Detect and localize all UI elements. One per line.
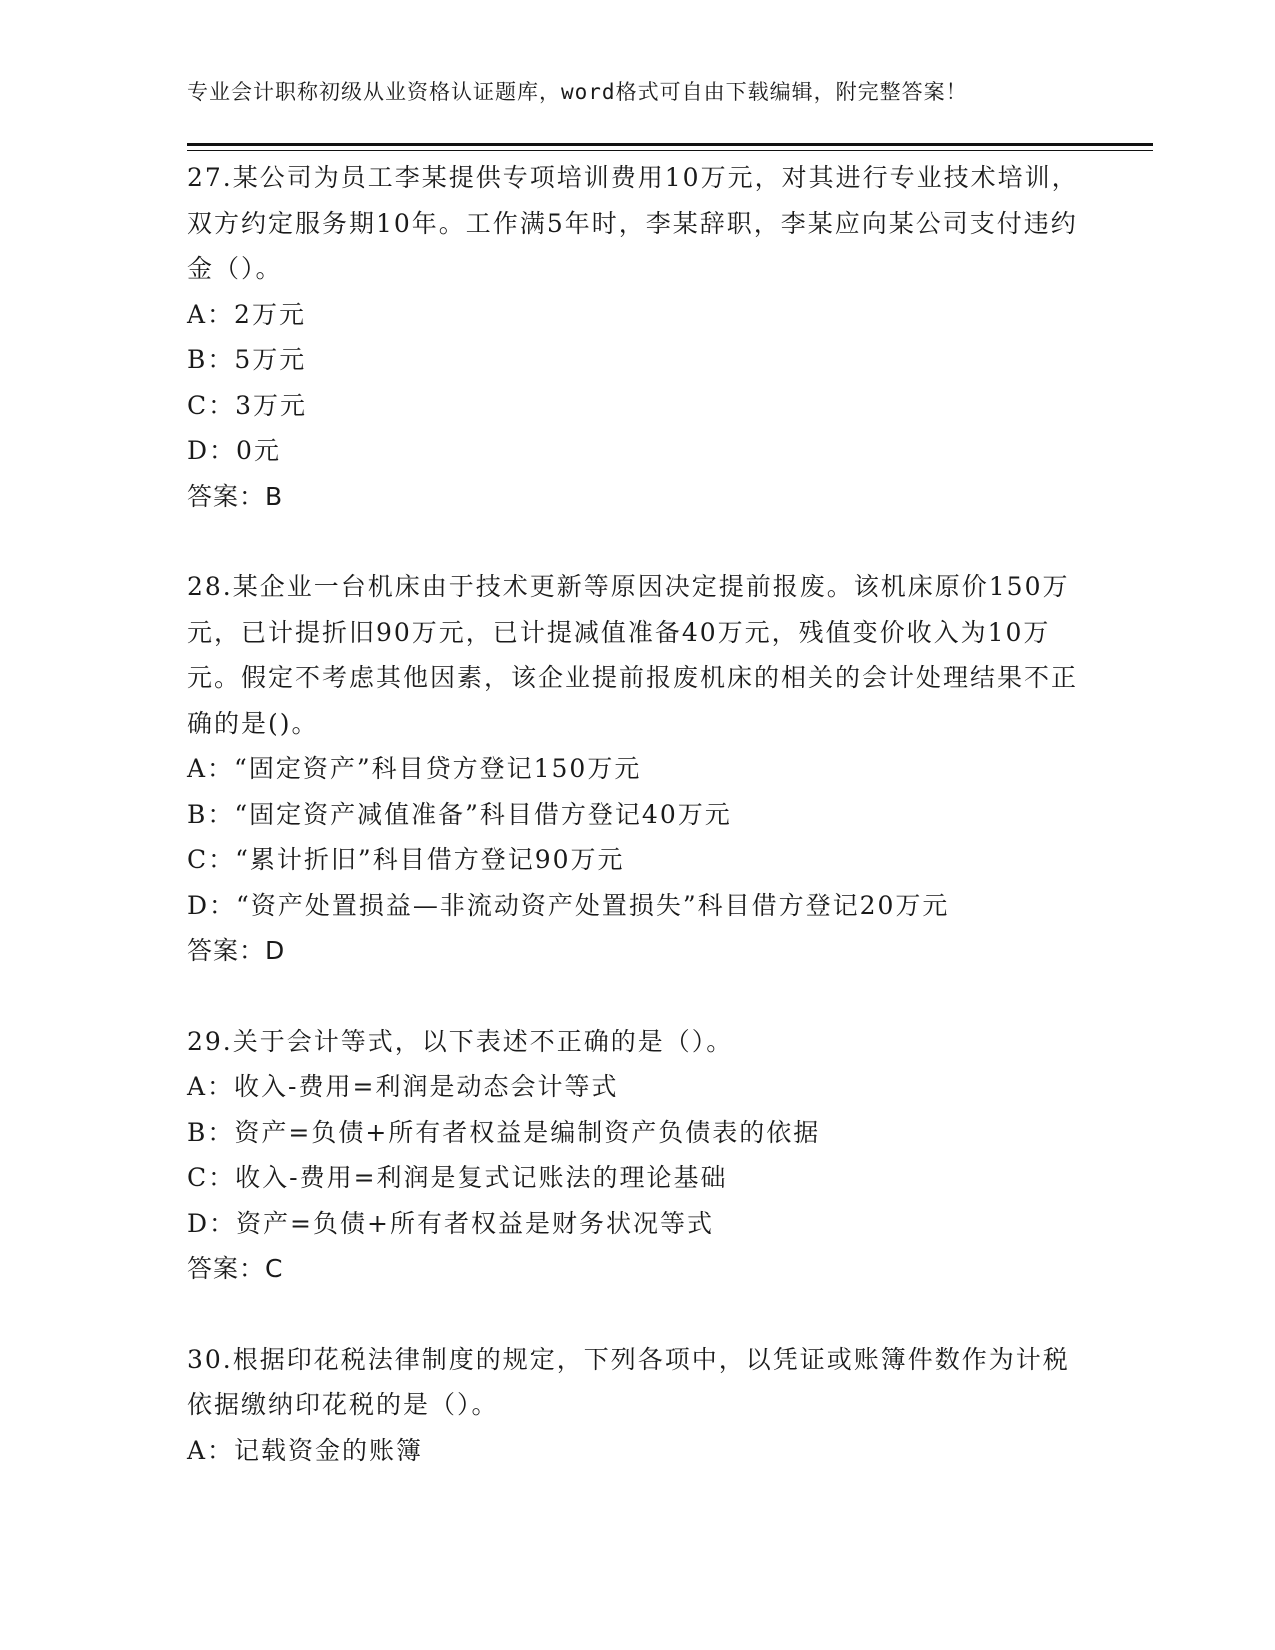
question-29 [187, 1019, 1087, 1292]
option-a: A：“固定资产”科目贷方登记150万元 [187, 754, 642, 783]
header-divider-thin [187, 150, 1153, 151]
question-27 [187, 155, 1087, 519]
option-c: C：“累计折旧”科目借方登记90万元 [187, 845, 625, 874]
question-list [187, 155, 1087, 1473]
option-d: D：“资产处置损益—非流动资产处置损失”科目借方登记20万元 [187, 890, 950, 920]
option-b: B：资产=负债+所有者权益是编制资产负债表的依据 [187, 1117, 821, 1147]
option-a: A：2万元 [187, 299, 306, 329]
answer-label: 答案：B [187, 481, 284, 511]
option-c: C：收入-费用=利润是复式记账法的理论基础 [187, 1163, 728, 1192]
question-stem: 27.某公司为员工李某提供专项培训费用10万元，对其进行专业技术培训，双方约定服务期10年。工作满5年时，李某辞职，李某应向某公司支付违约金（）。 [187, 163, 1079, 283]
option-c: C：3万元 [187, 390, 308, 420]
option-d: D：0元 [187, 436, 281, 465]
option-b: B：5万元 [187, 345, 307, 374]
question-stem: 29.关于会计等式，以下表述不正确的是（）。 [187, 1026, 734, 1056]
question-30 [187, 1337, 1087, 1474]
question-spacer [187, 1292, 1087, 1337]
question-stem: 30.根据印花税法律制度的规定，下列各项中，以凭证或账簿件数作为计税依据缴纳印花税的是（）。 [187, 1344, 1070, 1419]
option-a: A：收入-费用=利润是动态会计等式 [187, 1072, 619, 1101]
question-spacer [187, 519, 1087, 564]
option-a: A：记载资金的账簿 [187, 1435, 424, 1465]
question-stem: 28.某企业一台机床由于技术更新等原因决定提前报废。该机床原价150万元，已计提折旧90万元，已计提减值准备40万元，残值变价收入为10万元。假定不考虑其他因素，该企业提前报废机床的相关的会计处理结果不正确的是()。 [187, 572, 1079, 738]
question-spacer [187, 974, 1087, 1019]
page-header: 专业会计职称初级从业资格认证题库，word格式可自由下载编辑，附完整答案！ [187, 80, 968, 104]
header-divider-thick [187, 143, 1153, 146]
option-d: D：资产=负债+所有者权益是财务状况等式 [187, 1208, 714, 1238]
question-28 [187, 564, 1087, 974]
answer-label: 答案：D [187, 936, 286, 965]
answer-label: 答案：C [187, 1254, 284, 1283]
option-b: B：“固定资产减值准备”科目借方登记40万元 [187, 799, 732, 829]
